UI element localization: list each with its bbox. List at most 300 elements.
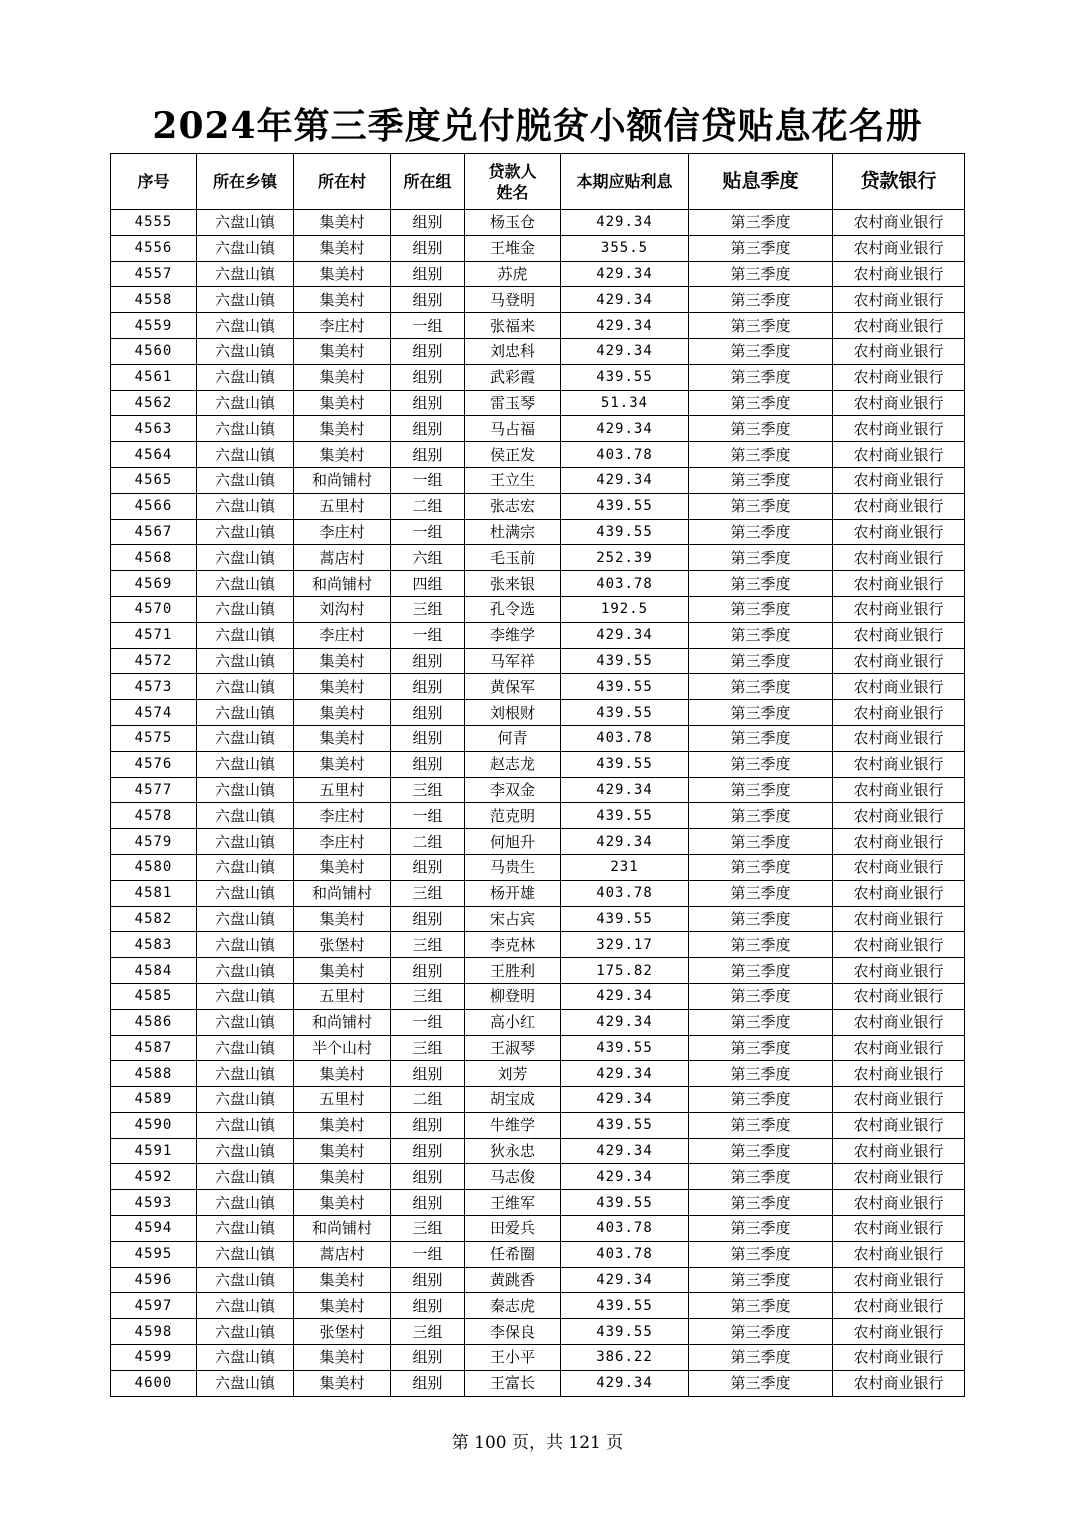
- cell-group: 组别: [391, 1138, 465, 1164]
- cell-village: 集美村: [294, 1370, 391, 1396]
- cell-lending-bank: 农村商业银行: [833, 932, 965, 958]
- cell-interest-amount: 439.55: [561, 519, 689, 545]
- cell-borrower-name: 赵志龙: [465, 751, 561, 777]
- table-row: [111, 493, 965, 519]
- table-row: [111, 1138, 965, 1164]
- table-row: [111, 777, 965, 803]
- cell-subsidy-quarter: 第三季度: [689, 571, 833, 597]
- cell-subsidy-quarter: 第三季度: [689, 545, 833, 571]
- header-serial-number: 序号: [111, 154, 197, 210]
- table-row: [111, 313, 965, 339]
- cell-village: 集美村: [294, 1061, 391, 1087]
- cell-township: 六盘山镇: [197, 1035, 294, 1061]
- cell-serial-number: 4579: [111, 829, 197, 855]
- table-row: [111, 1035, 965, 1061]
- cell-serial-number: 4567: [111, 519, 197, 545]
- cell-subsidy-quarter: 第三季度: [689, 751, 833, 777]
- cell-borrower-name: 高小红: [465, 1009, 561, 1035]
- cell-subsidy-quarter: 第三季度: [689, 880, 833, 906]
- cell-lending-bank: 农村商业银行: [833, 1293, 965, 1319]
- cell-group: 组别: [391, 235, 465, 261]
- cell-serial-number: 4598: [111, 1319, 197, 1345]
- cell-serial-number: 4561: [111, 364, 197, 390]
- cell-village: 李庄村: [294, 803, 391, 829]
- cell-interest-amount: 439.55: [561, 1293, 689, 1319]
- cell-subsidy-quarter: 第三季度: [689, 1267, 833, 1293]
- cell-subsidy-quarter: 第三季度: [689, 1112, 833, 1138]
- table-row: [111, 364, 965, 390]
- cell-serial-number: 4585: [111, 983, 197, 1009]
- cell-township: 六盘山镇: [197, 1293, 294, 1319]
- cell-village: 集美村: [294, 958, 391, 984]
- cell-interest-amount: 429.34: [561, 1087, 689, 1113]
- cell-serial-number: 4595: [111, 1241, 197, 1267]
- cell-interest-amount: 329.17: [561, 932, 689, 958]
- cell-serial-number: 4600: [111, 1370, 197, 1396]
- cell-group: 组别: [391, 1164, 465, 1190]
- cell-township: 六盘山镇: [197, 880, 294, 906]
- cell-borrower-name: 秦志虎: [465, 1293, 561, 1319]
- cell-subsidy-quarter: 第三季度: [689, 1138, 833, 1164]
- header-interest-amount: 本期应贴利息: [561, 154, 689, 210]
- table-row: [111, 983, 965, 1009]
- cell-interest-amount: 429.34: [561, 416, 689, 442]
- cell-village: 集美村: [294, 235, 391, 261]
- cell-interest-amount: 439.55: [561, 803, 689, 829]
- cell-township: 六盘山镇: [197, 1190, 294, 1216]
- cell-group: 一组: [391, 622, 465, 648]
- cell-village: 刘沟村: [294, 596, 391, 622]
- cell-village: 和尚铺村: [294, 571, 391, 597]
- cell-group: 一组: [391, 803, 465, 829]
- table-row: [111, 442, 965, 468]
- cell-township: 六盘山镇: [197, 854, 294, 880]
- cell-group: 组别: [391, 1190, 465, 1216]
- cell-interest-amount: 439.55: [561, 1035, 689, 1061]
- cell-subsidy-quarter: 第三季度: [689, 1035, 833, 1061]
- cell-serial-number: 4564: [111, 442, 197, 468]
- cell-group: 一组: [391, 519, 465, 545]
- cell-lending-bank: 农村商业银行: [833, 1009, 965, 1035]
- cell-subsidy-quarter: 第三季度: [689, 1345, 833, 1371]
- cell-borrower-name: 田爱兵: [465, 1216, 561, 1242]
- cell-group: 组别: [391, 674, 465, 700]
- cell-group: 三组: [391, 777, 465, 803]
- header-village: 所在村: [294, 154, 391, 210]
- cell-township: 六盘山镇: [197, 1241, 294, 1267]
- cell-interest-amount: 403.78: [561, 1241, 689, 1267]
- cell-village: 和尚铺村: [294, 880, 391, 906]
- cell-lending-bank: 农村商业银行: [833, 1087, 965, 1113]
- cell-group: 组别: [391, 1061, 465, 1087]
- cell-subsidy-quarter: 第三季度: [689, 210, 833, 236]
- cell-subsidy-quarter: 第三季度: [689, 467, 833, 493]
- cell-village: 集美村: [294, 442, 391, 468]
- cell-borrower-name: 刘根财: [465, 700, 561, 726]
- cell-borrower-name: 王维军: [465, 1190, 561, 1216]
- header-subsidy-quarter: 贴息季度: [689, 154, 833, 210]
- cell-subsidy-quarter: 第三季度: [689, 958, 833, 984]
- cell-borrower-name: 王富长: [465, 1370, 561, 1396]
- table-row: [111, 416, 965, 442]
- page-footer: 第 100 页，共 121 页: [451, 1433, 624, 1453]
- cell-lending-bank: 农村商业银行: [833, 364, 965, 390]
- cell-township: 六盘山镇: [197, 442, 294, 468]
- cell-group: 二组: [391, 1087, 465, 1113]
- cell-village: 集美村: [294, 338, 391, 364]
- cell-township: 六盘山镇: [197, 725, 294, 751]
- cell-lending-bank: 农村商业银行: [833, 777, 965, 803]
- table-row: [111, 725, 965, 751]
- cell-lending-bank: 农村商业银行: [833, 493, 965, 519]
- cell-serial-number: 4570: [111, 596, 197, 622]
- cell-lending-bank: 农村商业银行: [833, 467, 965, 493]
- cell-township: 六盘山镇: [197, 829, 294, 855]
- cell-village: 李庄村: [294, 519, 391, 545]
- table-row: [111, 390, 965, 416]
- cell-interest-amount: 231: [561, 854, 689, 880]
- cell-village: 和尚铺村: [294, 1009, 391, 1035]
- cell-serial-number: 4558: [111, 287, 197, 313]
- cell-interest-amount: 175.82: [561, 958, 689, 984]
- cell-township: 六盘山镇: [197, 932, 294, 958]
- cell-village: 和尚铺村: [294, 1216, 391, 1242]
- cell-group: 三组: [391, 983, 465, 1009]
- cell-township: 六盘山镇: [197, 364, 294, 390]
- cell-group: 一组: [391, 1241, 465, 1267]
- cell-interest-amount: 429.34: [561, 1061, 689, 1087]
- cell-lending-bank: 农村商业银行: [833, 1190, 965, 1216]
- cell-serial-number: 4587: [111, 1035, 197, 1061]
- table-row: [111, 338, 965, 364]
- cell-township: 六盘山镇: [197, 338, 294, 364]
- cell-interest-amount: 439.55: [561, 674, 689, 700]
- table-row: [111, 1112, 965, 1138]
- cell-interest-amount: 439.55: [561, 1190, 689, 1216]
- cell-subsidy-quarter: 第三季度: [689, 338, 833, 364]
- cell-village: 集美村: [294, 416, 391, 442]
- cell-interest-amount: 429.34: [561, 313, 689, 339]
- cell-subsidy-quarter: 第三季度: [689, 313, 833, 339]
- cell-interest-amount: 429.34: [561, 1370, 689, 1396]
- cell-group: 组别: [391, 854, 465, 880]
- cell-subsidy-quarter: 第三季度: [689, 519, 833, 545]
- table-row: [111, 467, 965, 493]
- table-row: [111, 674, 965, 700]
- cell-borrower-name: 何青: [465, 725, 561, 751]
- cell-group: 组别: [391, 1112, 465, 1138]
- cell-village: 集美村: [294, 1190, 391, 1216]
- cell-township: 六盘山镇: [197, 648, 294, 674]
- cell-township: 六盘山镇: [197, 261, 294, 287]
- table-row: [111, 1241, 965, 1267]
- cell-village: 集美村: [294, 364, 391, 390]
- cell-interest-amount: 439.55: [561, 1112, 689, 1138]
- cell-township: 六盘山镇: [197, 467, 294, 493]
- cell-subsidy-quarter: 第三季度: [689, 674, 833, 700]
- cell-interest-amount: 429.34: [561, 829, 689, 855]
- cell-group: 组别: [391, 287, 465, 313]
- cell-township: 六盘山镇: [197, 1164, 294, 1190]
- cell-serial-number: 4588: [111, 1061, 197, 1087]
- cell-interest-amount: 403.78: [561, 571, 689, 597]
- table-row: [111, 1293, 965, 1319]
- cell-village: 李庄村: [294, 313, 391, 339]
- cell-lending-bank: 农村商业银行: [833, 571, 965, 597]
- cell-interest-amount: 429.34: [561, 1267, 689, 1293]
- cell-township: 六盘山镇: [197, 958, 294, 984]
- cell-borrower-name: 张来银: [465, 571, 561, 597]
- cell-village: 张堡村: [294, 1319, 391, 1345]
- cell-village: 集美村: [294, 210, 391, 236]
- cell-village: 集美村: [294, 261, 391, 287]
- table-row: [111, 880, 965, 906]
- table-row: [111, 1009, 965, 1035]
- cell-borrower-name: 马占福: [465, 416, 561, 442]
- table-body: [111, 210, 965, 1397]
- cell-interest-amount: 429.34: [561, 338, 689, 364]
- cell-group: 组别: [391, 751, 465, 777]
- cell-borrower-name: 雷玉琴: [465, 390, 561, 416]
- table-row: [111, 1164, 965, 1190]
- cell-serial-number: 4563: [111, 416, 197, 442]
- cell-interest-amount: 429.34: [561, 210, 689, 236]
- cell-lending-bank: 农村商业银行: [833, 1370, 965, 1396]
- table-row: [111, 571, 965, 597]
- cell-lending-bank: 农村商业银行: [833, 519, 965, 545]
- cell-interest-amount: 429.34: [561, 1138, 689, 1164]
- table-row: [111, 210, 965, 236]
- cell-township: 六盘山镇: [197, 1061, 294, 1087]
- cell-interest-amount: 429.34: [561, 261, 689, 287]
- cell-township: 六盘山镇: [197, 416, 294, 442]
- cell-serial-number: 4559: [111, 313, 197, 339]
- cell-interest-amount: 439.55: [561, 648, 689, 674]
- cell-serial-number: 4565: [111, 467, 197, 493]
- cell-serial-number: 4577: [111, 777, 197, 803]
- cell-group: 四组: [391, 571, 465, 597]
- cell-subsidy-quarter: 第三季度: [689, 777, 833, 803]
- cell-interest-amount: 403.78: [561, 442, 689, 468]
- cell-group: 组别: [391, 1345, 465, 1371]
- cell-township: 六盘山镇: [197, 906, 294, 932]
- cell-village: 集美村: [294, 700, 391, 726]
- cell-interest-amount: 439.55: [561, 1319, 689, 1345]
- cell-borrower-name: 任希圈: [465, 1241, 561, 1267]
- cell-borrower-name: 马登明: [465, 287, 561, 313]
- table-row: [111, 932, 965, 958]
- cell-village: 集美村: [294, 390, 391, 416]
- cell-interest-amount: 439.55: [561, 493, 689, 519]
- cell-group: 组别: [391, 648, 465, 674]
- cell-township: 六盘山镇: [197, 235, 294, 261]
- cell-group: 组别: [391, 906, 465, 932]
- cell-township: 六盘山镇: [197, 571, 294, 597]
- cell-borrower-name: 胡宝成: [465, 1087, 561, 1113]
- table-row: [111, 1061, 965, 1087]
- cell-group: 组别: [391, 261, 465, 287]
- cell-village: 集美村: [294, 287, 391, 313]
- cell-lending-bank: 农村商业银行: [833, 700, 965, 726]
- table-row: [111, 287, 965, 313]
- cell-lending-bank: 农村商业银行: [833, 1267, 965, 1293]
- cell-serial-number: 4574: [111, 700, 197, 726]
- cell-group: 组别: [391, 700, 465, 726]
- cell-serial-number: 4573: [111, 674, 197, 700]
- cell-borrower-name: 黄跳香: [465, 1267, 561, 1293]
- cell-lending-bank: 农村商业银行: [833, 416, 965, 442]
- cell-interest-amount: 429.34: [561, 983, 689, 1009]
- cell-township: 六盘山镇: [197, 983, 294, 1009]
- cell-township: 六盘山镇: [197, 287, 294, 313]
- cell-village: 集美村: [294, 1293, 391, 1319]
- cell-subsidy-quarter: 第三季度: [689, 493, 833, 519]
- cell-lending-bank: 农村商业银行: [833, 1138, 965, 1164]
- cell-subsidy-quarter: 第三季度: [689, 983, 833, 1009]
- table-row: [111, 261, 965, 287]
- cell-serial-number: 4582: [111, 906, 197, 932]
- cell-serial-number: 4586: [111, 1009, 197, 1035]
- cell-lending-bank: 农村商业银行: [833, 545, 965, 571]
- cell-lending-bank: 农村商业银行: [833, 674, 965, 700]
- header-group: 所在组: [391, 154, 465, 210]
- table-row: [111, 235, 965, 261]
- cell-serial-number: 4572: [111, 648, 197, 674]
- table-row: [111, 751, 965, 777]
- cell-interest-amount: 403.78: [561, 1216, 689, 1242]
- cell-serial-number: 4556: [111, 235, 197, 261]
- cell-lending-bank: 农村商业银行: [833, 725, 965, 751]
- cell-borrower-name: 孔令选: [465, 596, 561, 622]
- cell-lending-bank: 农村商业银行: [833, 983, 965, 1009]
- cell-lending-bank: 农村商业银行: [833, 596, 965, 622]
- cell-lending-bank: 农村商业银行: [833, 958, 965, 984]
- cell-borrower-name: 张福来: [465, 313, 561, 339]
- cell-village: 李庄村: [294, 829, 391, 855]
- cell-township: 六盘山镇: [197, 1267, 294, 1293]
- cell-village: 五里村: [294, 1087, 391, 1113]
- table-row: [111, 1370, 965, 1396]
- cell-serial-number: 4576: [111, 751, 197, 777]
- cell-lending-bank: 农村商业银行: [833, 338, 965, 364]
- cell-serial-number: 4591: [111, 1138, 197, 1164]
- cell-village: 集美村: [294, 906, 391, 932]
- cell-group: 组别: [391, 1267, 465, 1293]
- cell-serial-number: 4580: [111, 854, 197, 880]
- cell-township: 六盘山镇: [197, 1009, 294, 1035]
- cell-lending-bank: 农村商业银行: [833, 1164, 965, 1190]
- cell-borrower-name: 刘芳: [465, 1061, 561, 1087]
- cell-group: 三组: [391, 1035, 465, 1061]
- cell-group: 组别: [391, 1293, 465, 1319]
- cell-serial-number: 4560: [111, 338, 197, 364]
- cell-group: 一组: [391, 1009, 465, 1035]
- cell-lending-bank: 农村商业银行: [833, 1035, 965, 1061]
- table-row: [111, 700, 965, 726]
- cell-serial-number: 4589: [111, 1087, 197, 1113]
- cell-village: 集美村: [294, 854, 391, 880]
- cell-interest-amount: 439.55: [561, 906, 689, 932]
- cell-subsidy-quarter: 第三季度: [689, 390, 833, 416]
- cell-village: 五里村: [294, 493, 391, 519]
- cell-interest-amount: 192.5: [561, 596, 689, 622]
- cell-village: 集美村: [294, 1164, 391, 1190]
- cell-borrower-name: 侯正发: [465, 442, 561, 468]
- cell-village: 张堡村: [294, 932, 391, 958]
- cell-lending-bank: 农村商业银行: [833, 313, 965, 339]
- cell-serial-number: 4599: [111, 1345, 197, 1371]
- cell-village: 和尚铺村: [294, 467, 391, 493]
- cell-group: 六组: [391, 545, 465, 571]
- cell-lending-bank: 农村商业银行: [833, 1241, 965, 1267]
- cell-borrower-name: 宋占宾: [465, 906, 561, 932]
- cell-township: 六盘山镇: [197, 674, 294, 700]
- cell-serial-number: 4578: [111, 803, 197, 829]
- cell-subsidy-quarter: 第三季度: [689, 1241, 833, 1267]
- cell-borrower-name: 刘忠科: [465, 338, 561, 364]
- cell-borrower-name: 黄保军: [465, 674, 561, 700]
- table-row: [111, 1190, 965, 1216]
- cell-village: 集美村: [294, 674, 391, 700]
- table-row: [111, 1216, 965, 1242]
- cell-borrower-name: 马贵生: [465, 854, 561, 880]
- cell-village: 李庄村: [294, 622, 391, 648]
- cell-borrower-name: 杜满宗: [465, 519, 561, 545]
- cell-lending-bank: 农村商业银行: [833, 829, 965, 855]
- table-row: [111, 648, 965, 674]
- table-header: [111, 154, 965, 210]
- cell-subsidy-quarter: 第三季度: [689, 932, 833, 958]
- cell-village: 集美村: [294, 1345, 391, 1371]
- table-row: [111, 958, 965, 984]
- cell-subsidy-quarter: 第三季度: [689, 829, 833, 855]
- cell-subsidy-quarter: 第三季度: [689, 442, 833, 468]
- table-row: [111, 545, 965, 571]
- cell-township: 六盘山镇: [197, 545, 294, 571]
- cell-subsidy-quarter: 第三季度: [689, 906, 833, 932]
- cell-subsidy-quarter: 第三季度: [689, 1087, 833, 1113]
- cell-subsidy-quarter: 第三季度: [689, 1061, 833, 1087]
- cell-serial-number: 4584: [111, 958, 197, 984]
- cell-serial-number: 4594: [111, 1216, 197, 1242]
- cell-lending-bank: 农村商业银行: [833, 854, 965, 880]
- cell-subsidy-quarter: 第三季度: [689, 803, 833, 829]
- cell-interest-amount: 252.39: [561, 545, 689, 571]
- cell-township: 六盘山镇: [197, 1345, 294, 1371]
- cell-interest-amount: 51.34: [561, 390, 689, 416]
- cell-borrower-name: 李克林: [465, 932, 561, 958]
- cell-village: 蒿店村: [294, 545, 391, 571]
- cell-interest-amount: 439.55: [561, 751, 689, 777]
- cell-borrower-name: 范克明: [465, 803, 561, 829]
- cell-township: 六盘山镇: [197, 210, 294, 236]
- cell-serial-number: 4597: [111, 1293, 197, 1319]
- cell-serial-number: 4581: [111, 880, 197, 906]
- cell-township: 六盘山镇: [197, 1370, 294, 1396]
- cell-township: 六盘山镇: [197, 777, 294, 803]
- cell-serial-number: 4562: [111, 390, 197, 416]
- cell-subsidy-quarter: 第三季度: [689, 648, 833, 674]
- subsidy-roster-table: [110, 153, 965, 1397]
- cell-village: 五里村: [294, 777, 391, 803]
- cell-interest-amount: 355.5: [561, 235, 689, 261]
- cell-township: 六盘山镇: [197, 1087, 294, 1113]
- cell-borrower-name: 王小平: [465, 1345, 561, 1371]
- table-row: [111, 596, 965, 622]
- cell-subsidy-quarter: 第三季度: [689, 725, 833, 751]
- cell-group: 组别: [391, 416, 465, 442]
- cell-serial-number: 4571: [111, 622, 197, 648]
